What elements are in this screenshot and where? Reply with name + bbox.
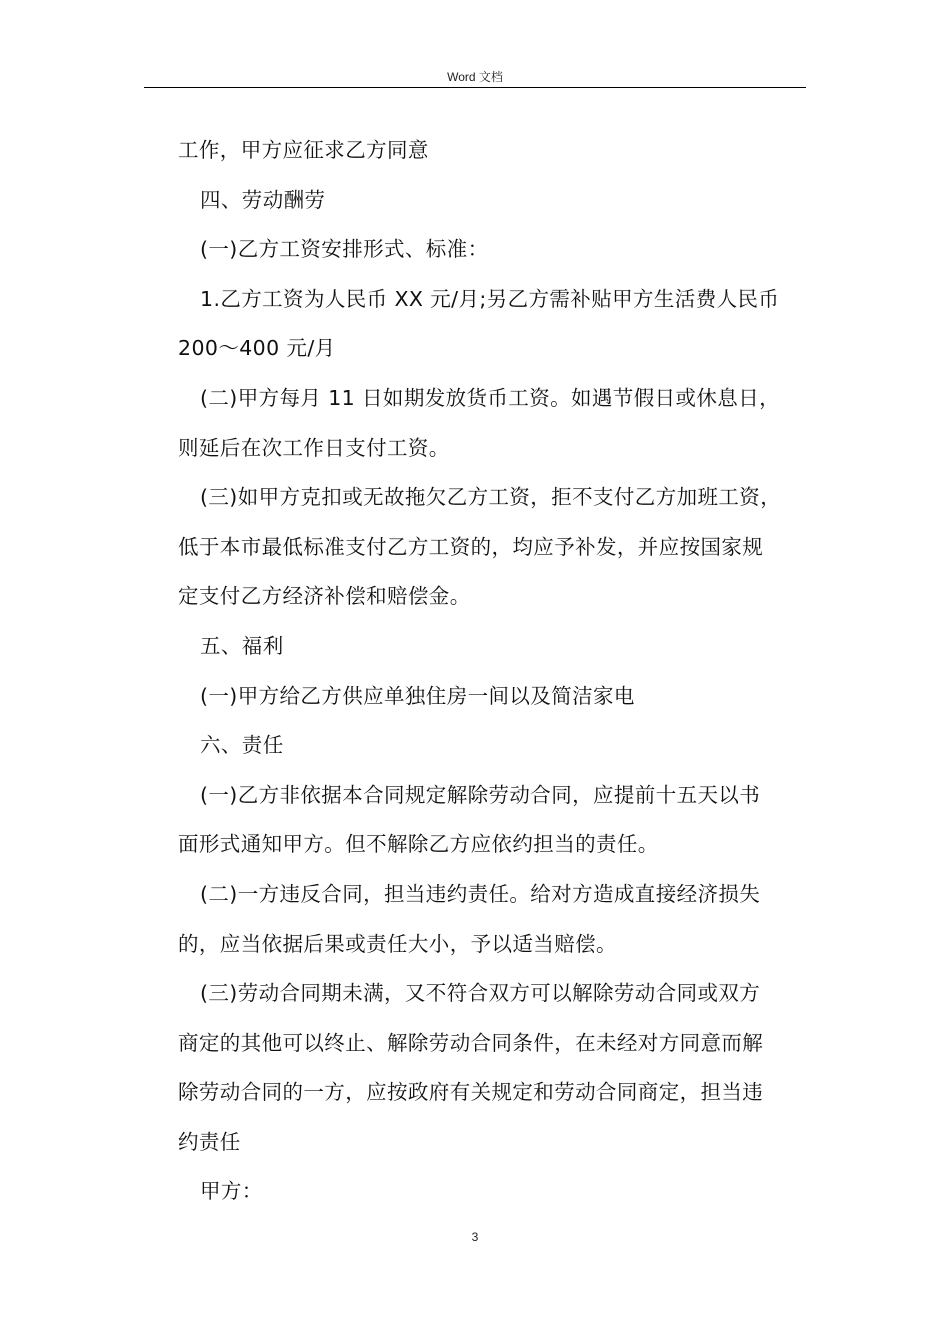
text-line: 五、福利 <box>200 633 284 658</box>
text-line: 四、劳动酬劳 <box>200 187 326 212</box>
text-line: (一)乙方非依据本合同规定解除劳动合同，应提前十五天以书 <box>200 782 761 807</box>
text-line: 200～400 元/月 <box>178 336 336 361</box>
header-divider <box>144 87 806 88</box>
text-line: 面形式通知甲方。但不解除乙方应依约担当的责任。 <box>178 832 659 857</box>
document-body <box>178 126 806 1217</box>
text-line: 低于本市最低标准支付乙方工资的，均应予补发，并应按国家规 <box>178 534 764 559</box>
text-line: 1.乙方工资为人民币 XX 元/月;另乙方需补贴甲方生活费人民币 <box>200 286 780 311</box>
text-line: (二)甲方每月 11 日如期发放货币工资。如遇节假日或休息日， <box>200 385 781 410</box>
text-line: 除劳动合同的一方，应按政府有关规定和劳动合同商定，担当违 <box>178 1080 764 1105</box>
text-line: 定支付乙方经济补偿和赔偿金。 <box>178 584 471 609</box>
text-line: 六、责任 <box>200 733 284 758</box>
text-line: 甲方： <box>200 1179 263 1204</box>
text-line: 的，应当依据后果或责任大小，予以适当赔偿。 <box>178 931 617 956</box>
text-line: 则延后在次工作日支付工资。 <box>178 435 450 460</box>
text-line: 约责任 <box>178 1129 241 1154</box>
text-line: (三)劳动合同期未满，又不符合双方可以解除劳动合同或双方 <box>200 981 761 1006</box>
page-header-title: Word 文档 <box>447 70 503 84</box>
text-line: (三)如甲方克扣或无故拖欠乙方工资，拒不支付乙方加班工资， <box>200 485 782 510</box>
text-line: 工作，甲方应征求乙方同意 <box>178 138 429 162</box>
text-line: (一)乙方工资安排形式、标准： <box>200 237 489 262</box>
text-line: (一)甲方给乙方供应单独住房一间以及简洁家电 <box>200 683 635 708</box>
page-number: 3 <box>471 1230 479 1244</box>
text-line: (二)一方违反合同，担当违约责任。给对方造成直接经济损失 <box>200 881 761 906</box>
text-line: 商定的其他可以终止、解除劳动合同条件，在未经对方同意而解 <box>178 1030 764 1055</box>
